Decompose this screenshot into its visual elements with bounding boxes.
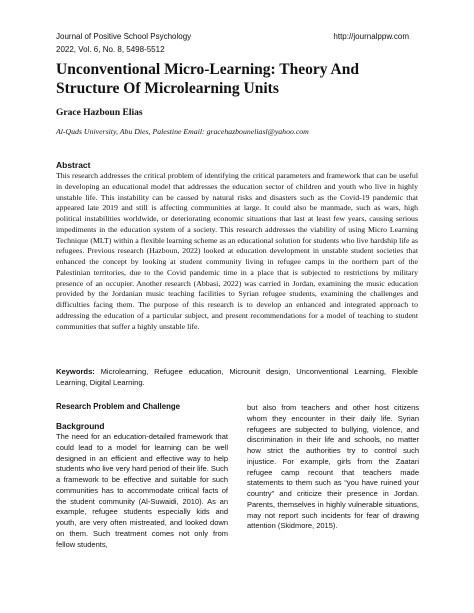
section-heading: Research Problem and Challenge <box>56 402 180 411</box>
abstract-text: This research addresses the critical problem of identifying the critical parameters and framework that can be useful in developing an educational model that addresses the education sector of children and youth who live in highly unstable life. This instability can be caused by natural risks and disasters such as the Covid-19 pandemic that appeared late 2019 and still is affecting communities at large. It could also be manmade, such as wars, high political instabilities worldwide, or deteriorating economic situations that last at least few years, causing serious impediments in the education system of a society. This research addresses the viability of using Micro Learning Technique (MLT) within a flexible learning scheme as an educational solution for students who live hardship life as refugees. Previous research (Hazboun, 2022) looked at education development in unstable student societies that enhanced the concept by looking at student community living in refugee camps in the northern part of the Palestinian territories, due to the Covid pandemic time in a place that is subjected to restrictions by military presence of an occupier. Another research (Abbasi, 2022) was carried in Jordan, examining the music education provided by the Jordanian music teaching facilities to Syrian refugee students, examining the challenges and difficulties facing them. The purpose of this research is to develop an enhanced and integrated approach to addressing the education of a particular subject, and present recommendations for a model of teaching to student communities that suffer a highly unstable life. <box>56 171 418 331</box>
body-column-left: The need for an education-detailed framework that could lead to a model for learning can be well designed in an efficient and effective way to help students who live very hard period of their life. Such a framework to be effective and suitable for such communities has to accommodate critical facts of the student community (Al-Suwaidi, 2010). As an example, refugee students especially kids and youth, are very often mistreated, and looked down on them. Such treatment comes not only from fellow students, <box>56 432 228 549</box>
author-affiliation: Al-Quds University, Abu Dies, Palestine Email: gracehazbouneliasl@yahoo.com <box>56 127 309 136</box>
subsection-heading: Background <box>56 421 105 431</box>
paper-title: Unconventional Micro-Learning: Theory And Structure Of Microlearning Units <box>56 61 359 97</box>
body-column-right: but also from teachers and other host citizens whom they encounter in their daily life. Syrian refugees are subjected to bullying, violence, and discrimination in their life and schools, no matter how strict the authorities try to control such injustice. For example, girls from the Zaatari refugee camp recount that teachers made statements to them such as “you have ruined your country” and criticize their presence in Jordan. Parents, themselves in highly vulnerable situations, may not report such incidents for fear of drawing attention (Skidmore, 2015). <box>247 403 419 531</box>
journal-name: Journal of Positive School Psychology <box>56 32 192 41</box>
journal-url[interactable]: http://journalppw.com <box>333 32 409 41</box>
keywords-label: Keywords: <box>56 367 95 376</box>
keywords <box>56 366 418 388</box>
running-header <box>56 30 191 56</box>
abstract-heading: Abstract <box>56 160 91 170</box>
keywords-text: Microlearning, Refugee education, Microunit design, Unconventional Learning, Flexible Learning, Digital Learning. <box>56 367 418 387</box>
volume-info: 2022, Vol. 6, No. 8, 5498-5512 <box>56 45 165 54</box>
author-name: Grace Hazboun Elias <box>56 108 143 118</box>
